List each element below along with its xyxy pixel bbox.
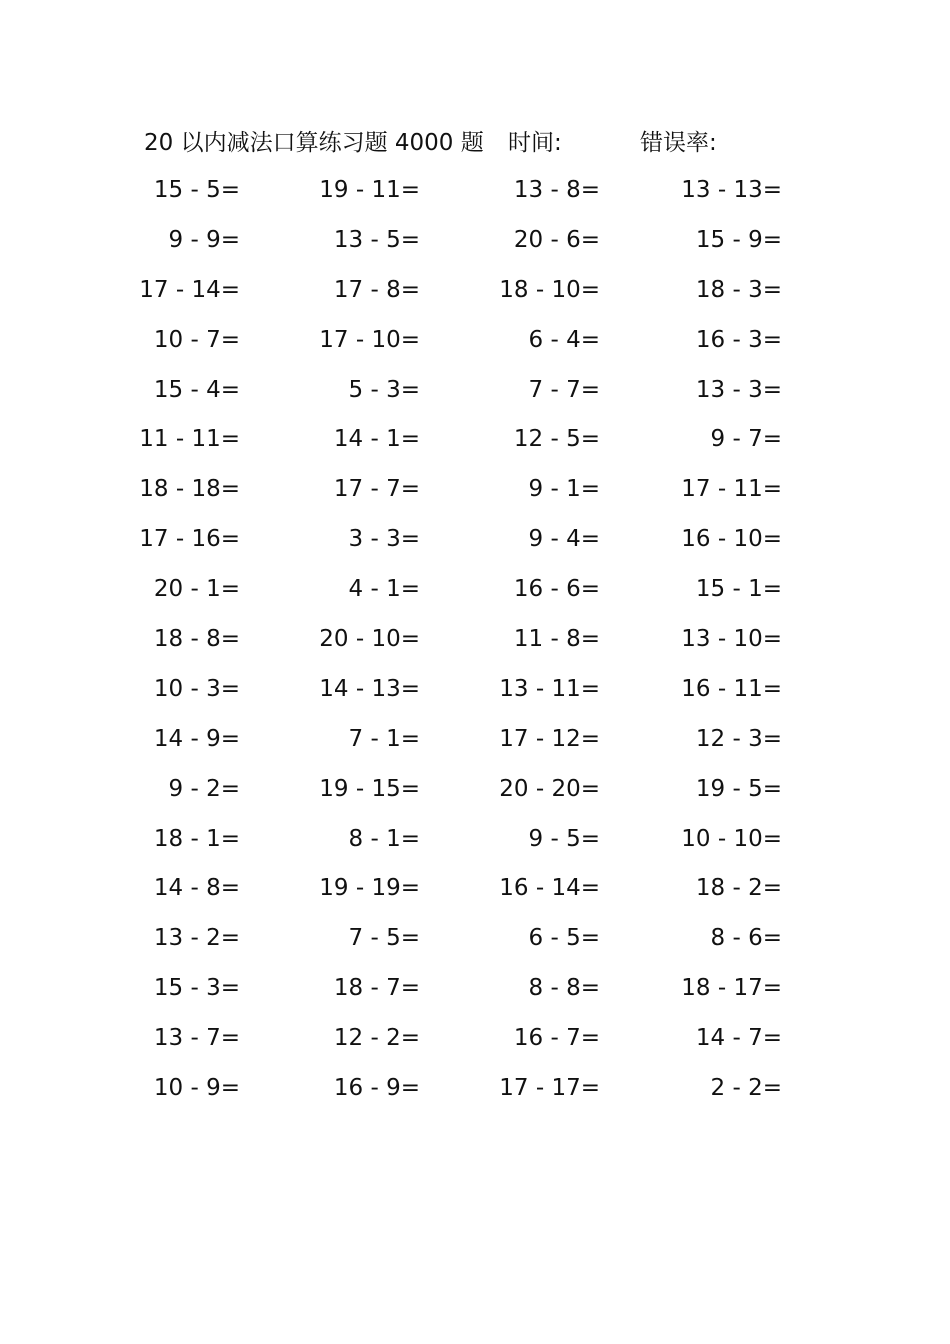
subtraction-problem: 15 - 3= [153,975,240,1002]
subtraction-problem: 18 - 18= [139,476,240,503]
subtraction-problem: 7 - 7= [528,376,600,403]
subtraction-problem: 18 - 10= [499,276,600,303]
subtraction-problem: 17 - 14= [139,276,240,303]
subtraction-problem: 14 - 7= [695,1025,782,1052]
subtraction-problem: 15 - 5= [153,177,240,203]
problem-grid [0,166,950,1114]
problem-row [0,1014,950,1064]
subtraction-problem: 13 - 7= [153,1025,240,1052]
subtraction-problem: 8 - 8= [528,975,600,1002]
subtraction-problem: 15 - 4= [153,376,240,403]
subtraction-problem: 14 - 13= [319,675,420,702]
subtraction-problem: 12 - 5= [513,426,600,453]
subtraction-problem: 18 - 17= [681,975,782,1002]
subtraction-problem: 18 - 2= [695,875,782,902]
subtraction-problem: 16 - 6= [513,576,600,603]
subtraction-problem: 19 - 15= [319,775,420,802]
subtraction-problem: 16 - 10= [681,526,782,553]
subtraction-problem: 5 - 3= [348,376,420,403]
problem-row [0,615,950,665]
subtraction-problem: 6 - 5= [528,925,600,952]
subtraction-problem: 16 - 14= [499,875,600,902]
problem-row [0,415,950,465]
subtraction-problem: 14 - 9= [153,725,240,752]
subtraction-problem: 18 - 7= [333,975,420,1002]
subtraction-problem: 9 - 1= [528,476,600,503]
problem-row [0,665,950,715]
subtraction-problem: 17 - 7= [333,476,420,503]
subtraction-problem: 13 - 5= [333,226,420,253]
problem-row [0,864,950,914]
subtraction-problem: 16 - 7= [513,1025,600,1052]
subtraction-problem: 14 - 8= [153,875,240,902]
subtraction-problem: 18 - 8= [153,626,240,653]
problem-row [0,366,950,416]
subtraction-problem: 9 - 5= [528,825,600,852]
subtraction-problem: 17 - 8= [333,276,420,303]
problem-row [0,1064,950,1114]
subtraction-problem: 15 - 9= [695,226,782,253]
subtraction-problem: 10 - 3= [153,675,240,702]
worksheet-header [144,124,844,162]
problem-row [0,914,950,964]
subtraction-problem: 2 - 2= [710,1075,782,1102]
subtraction-problem: 13 - 8= [513,177,600,203]
problem-row [0,216,950,266]
time-label: 时间: [508,130,562,156]
subtraction-problem: 13 - 11= [499,675,600,702]
subtraction-problem: 6 - 4= [528,326,600,353]
problem-row [0,765,950,815]
subtraction-problem: 10 - 9= [153,1075,240,1102]
subtraction-problem: 18 - 3= [695,276,782,303]
subtraction-problem: 8 - 6= [710,925,782,952]
subtraction-problem: 12 - 3= [695,725,782,752]
subtraction-problem: 19 - 5= [695,775,782,802]
subtraction-problem: 20 - 6= [513,226,600,253]
subtraction-problem: 8 - 1= [348,825,420,852]
subtraction-problem: 13 - 13= [681,177,782,203]
problem-row [0,964,950,1014]
subtraction-problem: 10 - 7= [153,326,240,353]
subtraction-problem: 17 - 17= [499,1075,600,1102]
subtraction-problem: 18 - 1= [153,825,240,852]
problem-row [0,166,950,216]
subtraction-problem: 14 - 1= [333,426,420,453]
subtraction-problem: 4 - 1= [348,576,420,603]
problem-row [0,815,950,865]
subtraction-problem: 13 - 2= [153,925,240,952]
subtraction-problem: 12 - 2= [333,1025,420,1052]
subtraction-problem: 11 - 8= [513,626,600,653]
subtraction-problem: 17 - 11= [681,476,782,503]
subtraction-problem: 16 - 3= [695,326,782,353]
worksheet-title: 20 以内减法口算练习题 4000 题 [144,130,484,156]
problem-row [0,465,950,515]
subtraction-problem: 9 - 7= [710,426,782,453]
subtraction-problem: 15 - 1= [695,576,782,603]
subtraction-problem: 19 - 11= [319,177,420,203]
problem-row [0,565,950,615]
subtraction-problem: 10 - 10= [681,825,782,852]
problem-row [0,715,950,765]
subtraction-problem: 17 - 10= [319,326,420,353]
subtraction-problem: 19 - 19= [319,875,420,902]
problem-row [0,515,950,565]
problem-row [0,316,950,366]
subtraction-problem: 20 - 10= [319,626,420,653]
subtraction-problem: 9 - 4= [528,526,600,553]
error-rate-label: 错误率: [640,130,717,156]
subtraction-problem: 7 - 5= [348,925,420,952]
subtraction-problem: 17 - 16= [139,526,240,553]
subtraction-problem: 13 - 10= [681,626,782,653]
problem-row [0,266,950,316]
subtraction-problem: 17 - 12= [499,725,600,752]
subtraction-problem: 16 - 9= [333,1075,420,1102]
subtraction-problem: 3 - 3= [348,526,420,553]
subtraction-problem: 20 - 1= [153,576,240,603]
subtraction-problem: 9 - 2= [168,775,240,802]
subtraction-problem: 13 - 3= [695,376,782,403]
subtraction-problem: 16 - 11= [681,675,782,702]
subtraction-problem: 7 - 1= [348,725,420,752]
subtraction-problem: 20 - 20= [499,775,600,802]
subtraction-problem: 9 - 9= [168,226,240,253]
subtraction-problem: 11 - 11= [139,426,240,453]
